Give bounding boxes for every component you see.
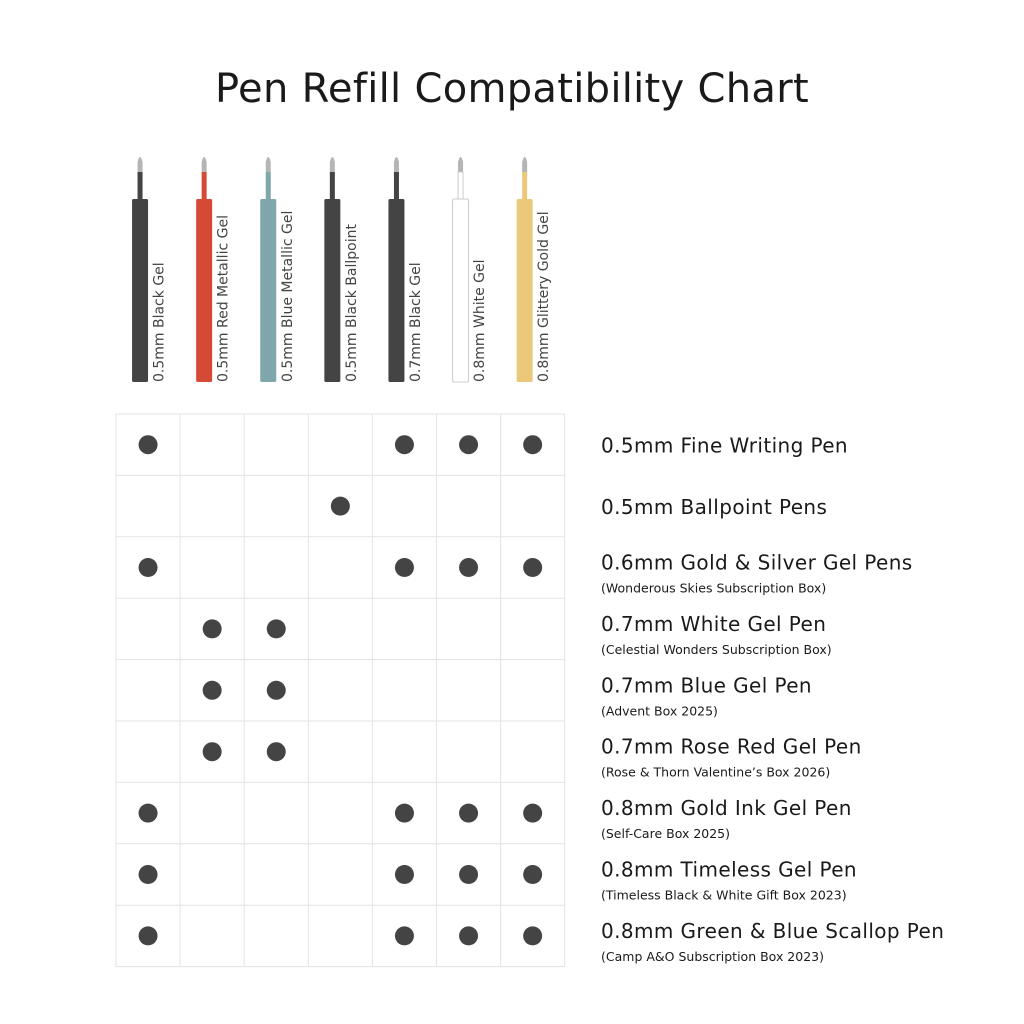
refill-label-4: 0.7mm Black Gel xyxy=(408,262,425,382)
refill-body-6 xyxy=(517,199,533,382)
pen-name-4: 0.7mm Blue Gel Pen xyxy=(601,673,812,698)
compat-dot-r7-c6 xyxy=(523,865,542,884)
pen-sub-4: (Advent Box 2025) xyxy=(601,703,718,719)
compat-dot-r3-c1 xyxy=(203,619,222,638)
refill-neck-1 xyxy=(202,172,207,200)
pen-name-2: 0.6mm Gold & Silver Gel Pens xyxy=(601,550,913,575)
refill-label-5: 0.8mm White Gel xyxy=(472,259,489,382)
compat-dot-r7-c0 xyxy=(139,865,158,884)
compat-dot-r4-c1 xyxy=(203,681,222,700)
pen-name-5: 0.7mm Rose Red Gel Pen xyxy=(601,734,862,759)
compat-dot-r1-c3 xyxy=(331,497,350,516)
refill-tip-6 xyxy=(522,157,527,172)
refill-tip-1 xyxy=(202,157,207,172)
pen-sub-3: (Celestial Wonders Subscription Box) xyxy=(601,641,832,657)
page-title: Pen Refill Compatibility Chart xyxy=(215,66,809,112)
compat-dot-r8-c5 xyxy=(459,926,478,945)
compat-dot-r2-c6 xyxy=(523,558,542,577)
refill-tip-4 xyxy=(394,157,399,172)
refill-tip-5 xyxy=(458,157,463,172)
pen-name-6: 0.8mm Gold Ink Gel Pen xyxy=(601,796,852,821)
refill-label-0: 0.5mm Black Gel xyxy=(151,262,168,382)
refill-label-2: 0.5mm Blue Metallic Gel xyxy=(279,210,296,382)
pen-sub-8: (Camp A&O Subscription Box 2023) xyxy=(601,948,824,964)
compat-dot-r6-c4 xyxy=(395,804,414,823)
compat-dot-r8-c0 xyxy=(139,926,158,945)
pen-name-8: 0.8mm Green & Blue Scallop Pen xyxy=(601,918,945,943)
compat-dot-r2-c5 xyxy=(459,558,478,577)
pen-sub-6: (Self-Care Box 2025) xyxy=(601,826,731,842)
pen-sub-2: (Wonderous Skies Subscription Box) xyxy=(601,580,827,596)
refill-label-6: 0.8mm Glittery Gold Gel xyxy=(536,211,553,382)
compat-dot-r8-c4 xyxy=(395,926,414,945)
pen-name-3: 0.7mm White Gel Pen xyxy=(601,611,827,636)
refill-tip-0 xyxy=(138,157,143,172)
refill-body-2 xyxy=(260,199,276,382)
refill-neck-6 xyxy=(522,172,527,200)
compat-dot-r6-c5 xyxy=(459,804,478,823)
refill-tip-2 xyxy=(266,157,271,172)
refill-body-4 xyxy=(388,199,404,382)
compat-dot-r2-c4 xyxy=(395,558,414,577)
refill-label-3: 0.5mm Black Ballpoint xyxy=(343,224,360,382)
refill-neck-0 xyxy=(138,172,143,200)
compat-dot-r0-c6 xyxy=(523,435,542,454)
pen-sub-5: (Rose & Thorn Valentine’s Box 2026) xyxy=(601,764,831,780)
refill-neck-4 xyxy=(394,172,399,200)
refill-neck-5 xyxy=(458,172,463,200)
pen-name-7: 0.8mm Timeless Gel Pen xyxy=(601,857,857,882)
pen-sub-7: (Timeless Black & White Gift Box 2023) xyxy=(601,887,847,903)
compat-dot-r0-c0 xyxy=(139,435,158,454)
refill-neck-2 xyxy=(266,172,271,200)
compat-dot-r0-c5 xyxy=(459,435,478,454)
refill-body-5 xyxy=(453,199,469,382)
compat-dot-r6-c0 xyxy=(139,804,158,823)
compat-dot-r0-c4 xyxy=(395,435,414,454)
compat-dot-r8-c6 xyxy=(523,926,542,945)
compat-dot-r6-c6 xyxy=(523,804,542,823)
pen-name-1: 0.5mm Ballpoint Pens xyxy=(601,495,828,520)
refill-body-3 xyxy=(324,199,340,382)
refill-tip-3 xyxy=(330,157,335,172)
compat-dot-r4-c2 xyxy=(267,681,286,700)
refill-body-1 xyxy=(196,199,212,382)
compat-dot-r5-c2 xyxy=(267,742,286,761)
compat-dot-r2-c0 xyxy=(139,558,158,577)
compat-dot-r7-c5 xyxy=(459,865,478,884)
compat-dot-r7-c4 xyxy=(395,865,414,884)
refill-neck-3 xyxy=(330,172,335,200)
refill-body-0 xyxy=(132,199,148,382)
pen-name-0: 0.5mm Fine Writing Pen xyxy=(601,433,848,458)
compat-dot-r3-c2 xyxy=(267,619,286,638)
compat-dot-r5-c1 xyxy=(203,742,222,761)
refill-label-1: 0.5mm Red Metallic Gel xyxy=(215,215,232,382)
